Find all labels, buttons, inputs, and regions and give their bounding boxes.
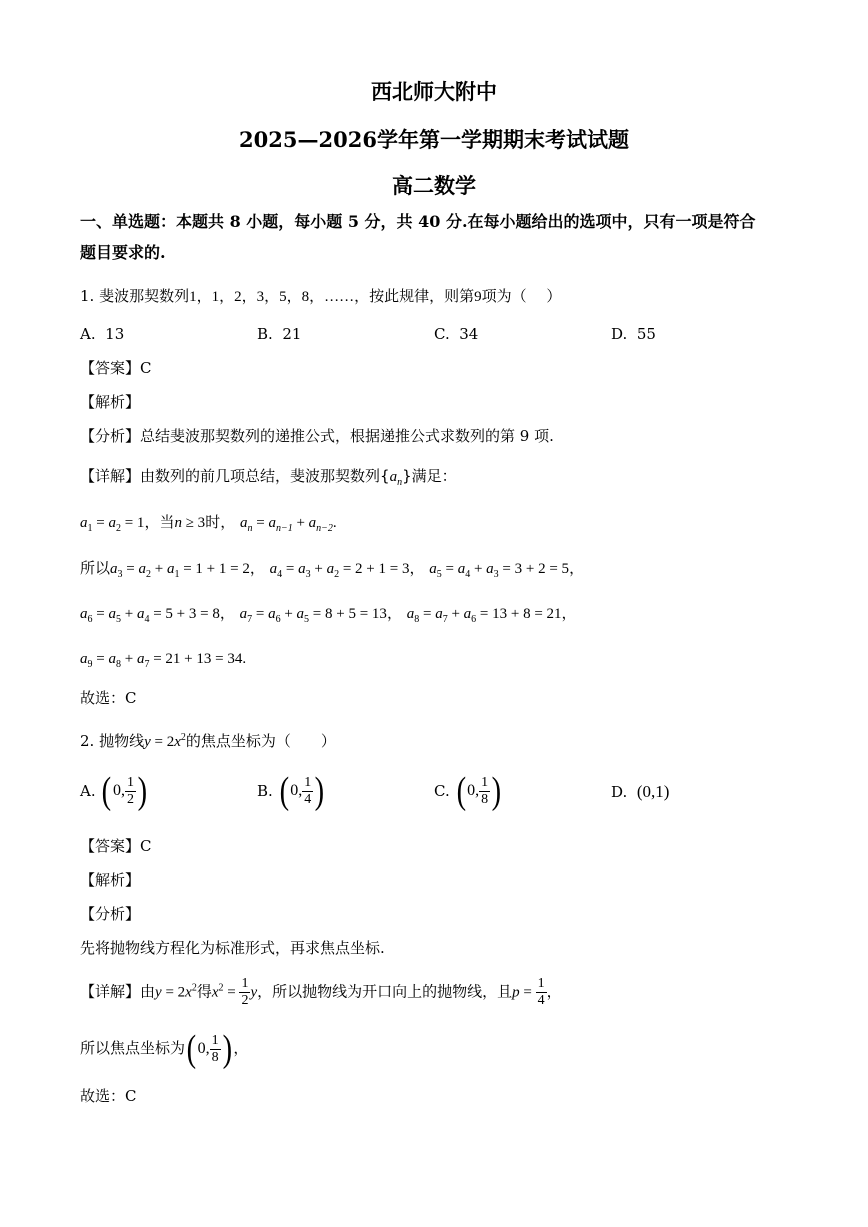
q2-detail: 【详解】由$y = 2x^2$得$x^2$ = $\frac{1}{2}$ y，所以抛物线为开口向上的抛物线，且p = $\frac{1}{4}$ ， — [80, 976, 562, 1008]
q1-option-d: D. 55 — [611, 325, 656, 343]
q2-answer: 【答案】C — [80, 837, 152, 855]
q1-calc-line1: 所以$a_3 = a_2 + a_1 = 1 + 1 = 2$， $a_4 = a_3 + a_2 = 2 + 1 = 3$， $a_5 = a_4 + a_3 = 3 + 2 = 5$， — [80, 559, 585, 580]
q1-fenxi: 【分析】总结斐波那契数列的递推公式，根据递推公式求数列的第 9 项. — [80, 427, 554, 445]
q1-detail: 【详解】由数列的前几项总结，斐波那契数列$\{a_n\}$满足： — [80, 467, 457, 488]
q2-option-d: D. (0,1) — [611, 782, 670, 801]
q1-calc-line2: $a_6 = a_5 + a_4 = 5 + 3 = 8$， $a_7 = a_6 + a_5 = 8 + 5 = 13$， $a_8 = a_7 + a_6 = 13 + 8 = 21$， — [80, 604, 577, 625]
q2-option-a: A. (0, $\frac{1}{2}$ ) — [80, 770, 148, 812]
q2-option-c: C. (0, $\frac{1}{8}$ ) — [434, 770, 502, 812]
q1-answer: 【答案】C — [80, 359, 152, 377]
q2-stem: 2. 抛物线$y = 2x^2$的焦点坐标为（ ） — [80, 732, 336, 750]
subject-title: 高二数学 — [392, 173, 476, 198]
q1-calc-line3: $a_9 = a_8 + a_7 = 21 + 13 = 34$. — [80, 651, 247, 670]
q1-choose: 故选：C — [80, 689, 137, 707]
q1-option-b: B. 21 — [257, 325, 302, 343]
q2-analysis-title: 【解析】 — [80, 871, 141, 889]
q2-step: 先将抛物线方程化为标准形式，再求焦点坐标. — [80, 939, 385, 957]
section-heading-line2: 题目要求的. — [80, 243, 166, 262]
q2-focus: 所以焦点坐标为(0, $\frac{1}{8}$ ) ， — [80, 1028, 249, 1070]
q1-analysis-title: 【解析】 — [80, 393, 141, 411]
q2-option-b: B. (0, $\frac{1}{4}$ ) — [257, 770, 325, 812]
q1-option-c: C. 34 — [434, 325, 479, 343]
q2-fenxi: 【分析】 — [80, 905, 141, 923]
exam-title: 2025—2026学年第一学期期末考试试题 — [239, 127, 629, 152]
q1-option-a: A. 13 — [80, 325, 125, 343]
section-heading-line1: 一、单选题：本题共 8 小题，每小题 5 分，共 40 分.在每小题给出的选项中，只有一项是符合 — [80, 212, 756, 231]
school-name: 西北师大附中 — [371, 79, 497, 104]
q2-choose: 故选：C — [80, 1087, 137, 1105]
q1-stem: 1. 斐波那契数列1，1，2，3，5，8，……，按此规律，则第9项为（ ） — [80, 287, 562, 305]
q1-recurrence: $a_1 = a_2 = 1$，当n ≥ 3时， $a_n = a_{n-1} + a_{n-2}$. — [80, 513, 337, 534]
